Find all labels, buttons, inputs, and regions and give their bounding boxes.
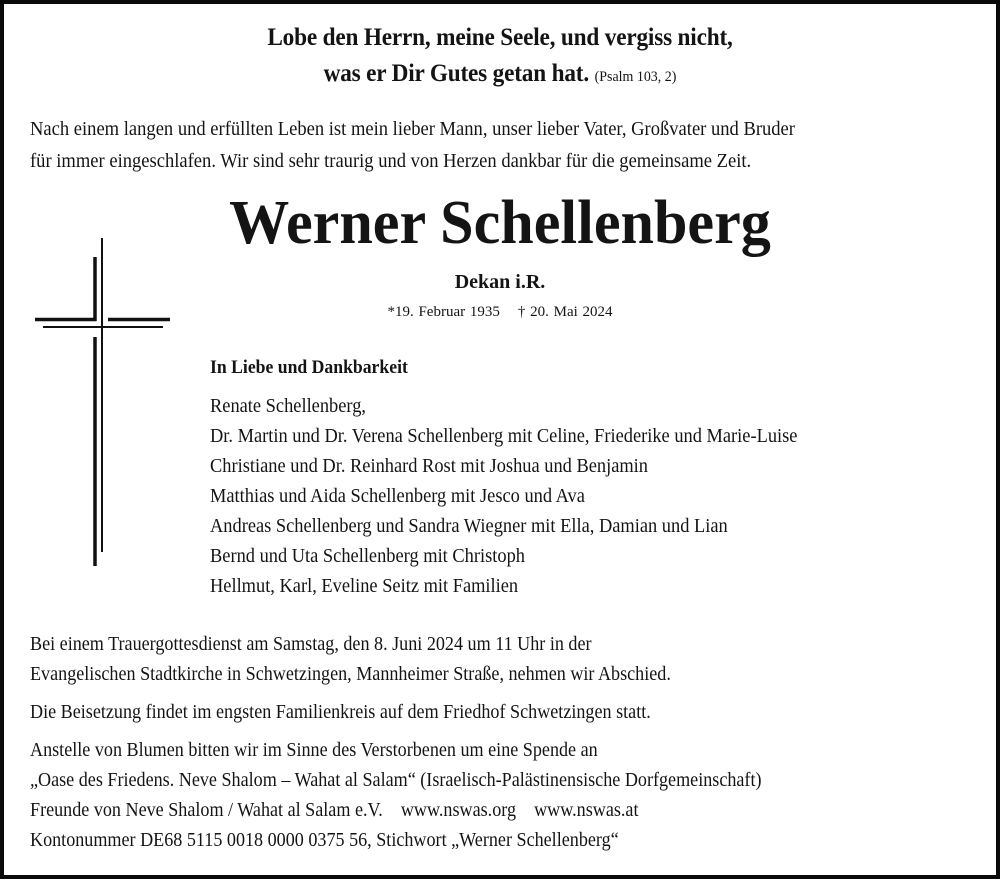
donation-account: Kontonummer DE68 5115 0018 0000 0375 56, Stichwort „Werner Schellenberg“ (30, 829, 619, 851)
service-line-2: Evangelischen Stadtkirche in Schwetzingen, Mannheimer Straße, nehmen wir Abschied. (30, 663, 671, 685)
family-member: Dr. Martin und Dr. Verena Schellenberg mit Celine, Friederike und Marie-Luise (210, 425, 798, 447)
family-member: Matthias und Aida Schellenberg mit Jesco und Ava (210, 485, 585, 507)
latin-cross-icon (4, 4, 204, 604)
website-link-org[interactable]: www.nswas.org (400, 799, 516, 821)
website-link-at[interactable]: www.nswas.at (534, 799, 639, 821)
burial-line: Die Beisetzung findet im engsten Familienkreis auf dem Friedhof Schwetzingen statt. (30, 701, 651, 723)
deceased-name: Werner Schellenberg (229, 189, 771, 257)
donation-line-3 (30, 799, 638, 822)
family-member: Bernd und Uta Schellenberg mit Christoph (210, 545, 525, 567)
death-date: † 20. Mai 2024 (517, 304, 613, 320)
service-line-1: Bei einem Trauergottesdienst am Samstag, den 8. Juni 2024 um 11 Uhr in der (30, 633, 592, 655)
deceased-title: Dekan i.R. (454, 271, 546, 293)
verse-line-1: Lobe den Herrn, meine Seele, und vergiss nicht, (267, 24, 733, 51)
intro-line-1: Nach einem langen und erfüllten Leben ist mein lieber Mann, unser lieber Vater, Großvater und Bruder (30, 118, 795, 140)
family-member: Renate Schellenberg, (210, 395, 367, 417)
family-member: Hellmut, Karl, Eveline Seitz mit Familien (210, 575, 519, 597)
birth-date: *19. Februar 1935 (387, 304, 500, 320)
family-heading: In Liebe und Dankbarkeit (210, 357, 408, 378)
verse-reference: (Psalm 103, 2) (594, 69, 677, 85)
donation-organization: Freunde von Neve Shalom / Wahat al Salam e.V. (30, 799, 383, 821)
family-member: Christiane und Dr. Reinhard Rost mit Joshua und Benjamin (210, 455, 648, 477)
family-member: Andreas Schellenberg und Sandra Wiegner mit Ella, Damian und Lian (210, 515, 728, 537)
donation-line-1: Anstelle von Blumen bitten wir im Sinne des Verstorbenen um eine Spende an (30, 739, 598, 761)
intro-line-2: für immer eingeschlafen. Wir sind sehr traurig und von Herzen dankbar für die gemeinsame Zeit. (30, 150, 752, 172)
donation-line-2: „Oase des Friedens. Neve Shalom – Wahat al Salam“ (Israelisch-Palästinensische Dorfgemeinschaft) (30, 769, 762, 791)
verse-text: was er Dir Gutes getan hat. (323, 60, 589, 87)
